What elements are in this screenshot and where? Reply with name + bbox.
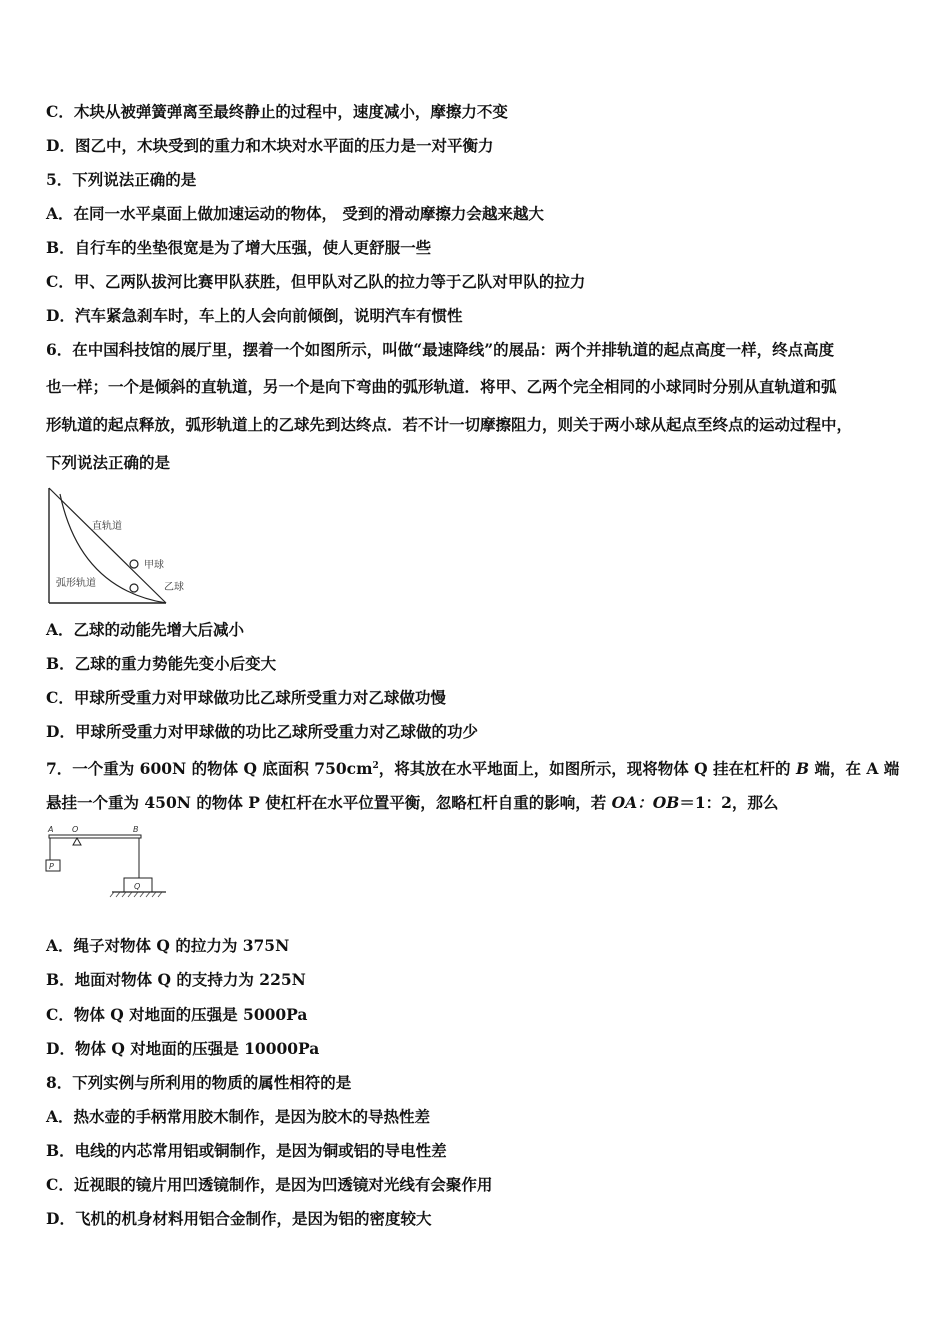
q8-option-c: C．近视眼的镜片用凹透镜制作，是因为凹透镜对光线有会聚作用	[46, 1175, 493, 1194]
q5-option-c: C．甲、乙两队拔河比赛甲队获胜，但甲队对乙队的拉力等于乙队对甲队的拉力	[46, 272, 586, 291]
q5-option-b: B．自行车的坐垫很宽是为了增大压强，使人更舒服一些	[46, 238, 432, 257]
q7-option-d: D．物体 Q 对地面的压强是 10000Pa	[46, 1039, 320, 1058]
q7-option-b: B．地面对物体 Q 的支持力为 225N	[46, 970, 306, 989]
q6-option-c: C．甲球所受重力对甲球做功比乙球所受重力对乙球做功慢	[46, 688, 446, 707]
q7-stem-text-d: 悬挂一个重为 450N 的物体 P 使杠杆在水平位置平衡，忽略杠杆自重的影响，若	[46, 793, 612, 812]
q6-stem-line1: 6．在中国科技馆的展厅里，摆着一个如图所示，叫做“最速降线”的展品：两个并排轨道的起点高度一样，终点高度	[46, 340, 835, 359]
q7-lever-bar	[49, 835, 141, 838]
q7-option-a: A．绳子对物体 Q 的拉力为 375N	[46, 936, 290, 955]
q6-option-d: D．甲球所受重力对甲球做的功比乙球所受重力对乙球做的功少	[46, 722, 478, 741]
q7-label-b: B	[133, 825, 139, 834]
q7-stem-line2	[46, 793, 778, 813]
q6-ball-jia	[130, 560, 138, 568]
q5-stem: 5．下列说法正确的是	[46, 170, 197, 189]
q6-option-a: A．乙球的动能先增大后减小	[46, 620, 245, 639]
q6-ball-yi	[130, 584, 138, 592]
q8-option-d: D．飞机的机身材料用铝合金制作，是因为铝的密度较大	[46, 1209, 432, 1228]
q7-option-c: C．物体 Q 对地面的压强是 5000Pa	[46, 1005, 308, 1024]
q7-fulcrum	[73, 838, 81, 845]
q7-stem-text-e: ＝1：2，那么	[679, 793, 779, 812]
q6-stem-line2: 也一样；一个是倾斜的直轨道，另一个是向下弯曲的弧形轨道．将甲、乙两个完全相同的小球同时分别从直轨道和弧	[46, 377, 837, 396]
q7-stem-text-a: 7．一个重为 600N 的物体 Q 底面积 750cm	[46, 759, 373, 779]
q6-straight-label: 直轨道	[92, 521, 122, 532]
q8-option-a: A．热水壶的手柄常用胶木制作，是因为胶木的导热性差	[46, 1107, 431, 1126]
q7-lever-figure	[44, 822, 174, 900]
q5-option-a: A．在同一水平桌面上做加速运动的物体， 受到的滑动摩擦力会越来越大	[46, 204, 544, 223]
q6-option-b: B．乙球的重力势能先变小后变大	[46, 654, 277, 673]
q7-label-o: O	[72, 825, 79, 834]
q7-point-b: B	[795, 759, 810, 779]
q7-ground-hatching	[110, 892, 162, 897]
q4-option-c: C．木块从被弹簧弹离至最终静止的过程中，速度减小，摩擦力不变	[46, 102, 508, 121]
q6-ball-yi-label: 乙球	[164, 582, 184, 593]
q7-label-q: Q	[134, 882, 141, 891]
q6-track-figure	[44, 484, 204, 608]
q6-ball-jia-label: 甲球	[144, 560, 164, 571]
q7-area-exponent: 2	[372, 761, 379, 771]
q7-label-p: P	[49, 862, 54, 871]
q8-option-b: B．电线的内芯常用铝或铜制作，是因为铜或铝的导电性差	[46, 1141, 447, 1160]
q6-stem-line4: 下列说法正确的是	[46, 453, 171, 472]
q7-stem-line1	[46, 756, 899, 779]
q7-stem-text-b: ，将其放在水平地面上，如图所示，现将物体 Q 挂在杠杆的	[378, 759, 796, 779]
q7-ratio-symbols: OA：OB	[611, 793, 680, 812]
q6-curve-label: 弧形轨道	[56, 578, 96, 589]
q4-option-d: D．图乙中，木块受到的重力和木块对水平面的压力是一对平衡力	[46, 136, 494, 155]
q5-option-d: D．汽车紧急刹车时，车上的人会向前倾倒，说明汽车有惯性	[46, 306, 463, 325]
q8-stem: 8．下列实例与所利用的物质的属性相符的是	[46, 1073, 352, 1092]
q7-label-a: A	[48, 825, 54, 834]
q6-stem-line3: 形轨道的起点释放，弧形轨道上的乙球先到达终点．若不计一切摩擦阻力，则关于两小球从起点至终点的运动过程中，	[46, 415, 853, 434]
q7-stem-text-c: 端，在 A 端	[809, 759, 900, 779]
